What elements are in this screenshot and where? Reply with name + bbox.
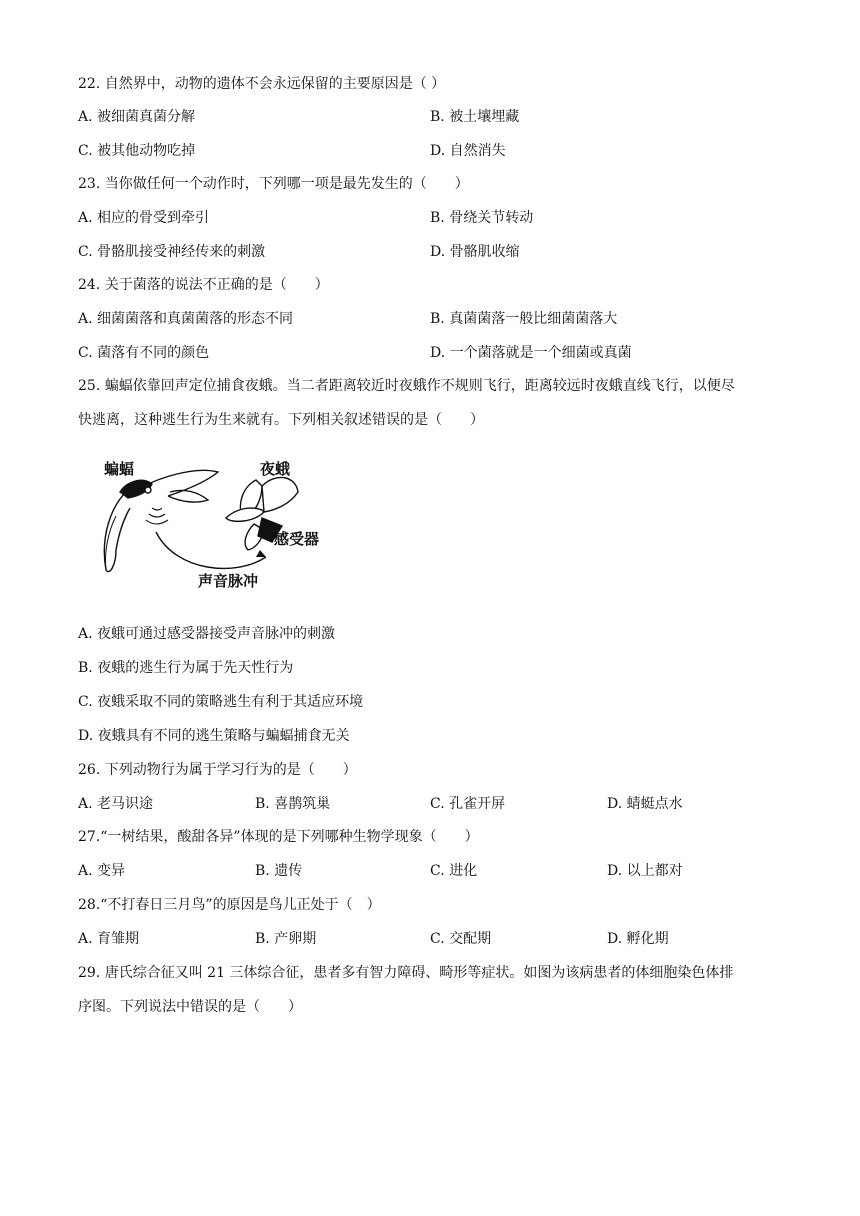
question-25-stem-line2: 快逃离，这种逃生行为生来就有。下列相关叙述错误的是（ ） <box>78 412 484 428</box>
question-26-option-b: B. 喜鹊筑巢 <box>255 796 331 812</box>
question-24-option-b: B. 真菌菌落一般比细菌菌落大 <box>430 311 618 327</box>
bat-moth-diagram <box>86 452 336 594</box>
question-24-option-d: D. 一个菌落就是一个细菌或真菌 <box>430 345 632 361</box>
question-22-option-c: C. 被其他动物吃掉 <box>78 143 196 159</box>
question-24-option-c: C. 菌落有不同的颜色 <box>78 345 210 361</box>
question-27-option-c: C. 进化 <box>430 863 478 879</box>
sound-pulse-label: 声音脉冲 <box>198 572 259 590</box>
bat-moth-figure <box>86 452 336 594</box>
bat-drawing <box>104 470 218 571</box>
bat-label: 蝙蝠 <box>104 460 135 478</box>
question-25-stem-line1: 25. 蝙蝠依靠回声定位捕食夜蛾。当二者距离较近时夜蛾作不规则飞行，距离较远时夜蛾直线飞行，以便尽 <box>78 378 735 394</box>
question-25-option-b: B. 夜蛾的逃生行为属于先天性行为 <box>78 660 294 676</box>
question-29-stem-line1: 29. 唐氏综合征又叫 21 三体综合征，患者多有智力障碍、畸形等症状。如图为该病患者的体细胞染色体排 <box>78 965 734 981</box>
moth-label: 夜蛾 <box>260 460 291 478</box>
receptor-label: 感受器 <box>274 530 320 548</box>
question-27-option-a: A. 变异 <box>78 863 126 879</box>
question-26-option-d: D. 蜻蜓点水 <box>607 796 683 812</box>
question-22-option-b: B. 被土壤埋藏 <box>430 109 520 125</box>
arrow-head-icon <box>256 550 266 557</box>
question-24-option-a: A. 细菌菌落和真菌菌落的形态不同 <box>78 311 294 327</box>
question-25-option-c: C. 夜蛾采取不同的策略逃生有利于其适应环境 <box>78 694 364 710</box>
question-23-stem: 23. 当你做任何一个动作时，下列哪一项是最先发生的（ ） <box>78 176 469 192</box>
question-27-option-d: D. 以上都对 <box>607 863 683 879</box>
question-24-stem: 24. 关于菌落的说法不正确的是（ ） <box>78 277 329 293</box>
question-28-option-d: D. 孵化期 <box>607 931 669 947</box>
question-25-option-d: D. 夜蛾具有不同的逃生策略与蝙蝠捕食无关 <box>78 728 350 744</box>
question-27-stem: 27.“一树结果，酸甜各异”体现的是下列哪种生物学现象（ ） <box>78 829 479 845</box>
question-22-option-a: A. 被细菌真菌分解 <box>78 109 196 125</box>
question-26-option-c: C. 孔雀开屏 <box>430 796 506 812</box>
question-28-option-c: C. 交配期 <box>430 931 492 947</box>
question-26-stem: 26. 下列动物行为属于学习行为的是（ ） <box>78 762 357 778</box>
question-27-option-b: B. 遗传 <box>255 863 303 879</box>
question-28-option-a: A. 育雏期 <box>78 931 140 947</box>
question-22-stem: 22. 自然界中，动物的遗体不会永远保留的主要原因是（ ） <box>78 76 446 92</box>
question-28-option-b: B. 产卵期 <box>255 931 317 947</box>
question-25-option-a: A. 夜蛾可通过感受器接受声音脉冲的刺激 <box>78 626 336 642</box>
question-23-option-a: A. 相应的骨受到牵引 <box>78 210 210 226</box>
question-23-option-c: C. 骨骼肌接受神经传来的刺激 <box>78 244 266 260</box>
question-22-option-d: D. 自然消失 <box>430 143 506 159</box>
question-26-option-a: A. 老马识途 <box>78 796 154 812</box>
question-28-stem: 28.“不打春日三月鸟”的原因是鸟儿正处于（ ） <box>78 897 381 913</box>
question-23-option-b: B. 骨绕关节转动 <box>430 210 534 226</box>
question-23-option-d: D. 骨骼肌收缩 <box>430 244 520 260</box>
question-29-stem-line2: 序图。下列说法中错误的是（ ） <box>78 999 302 1015</box>
